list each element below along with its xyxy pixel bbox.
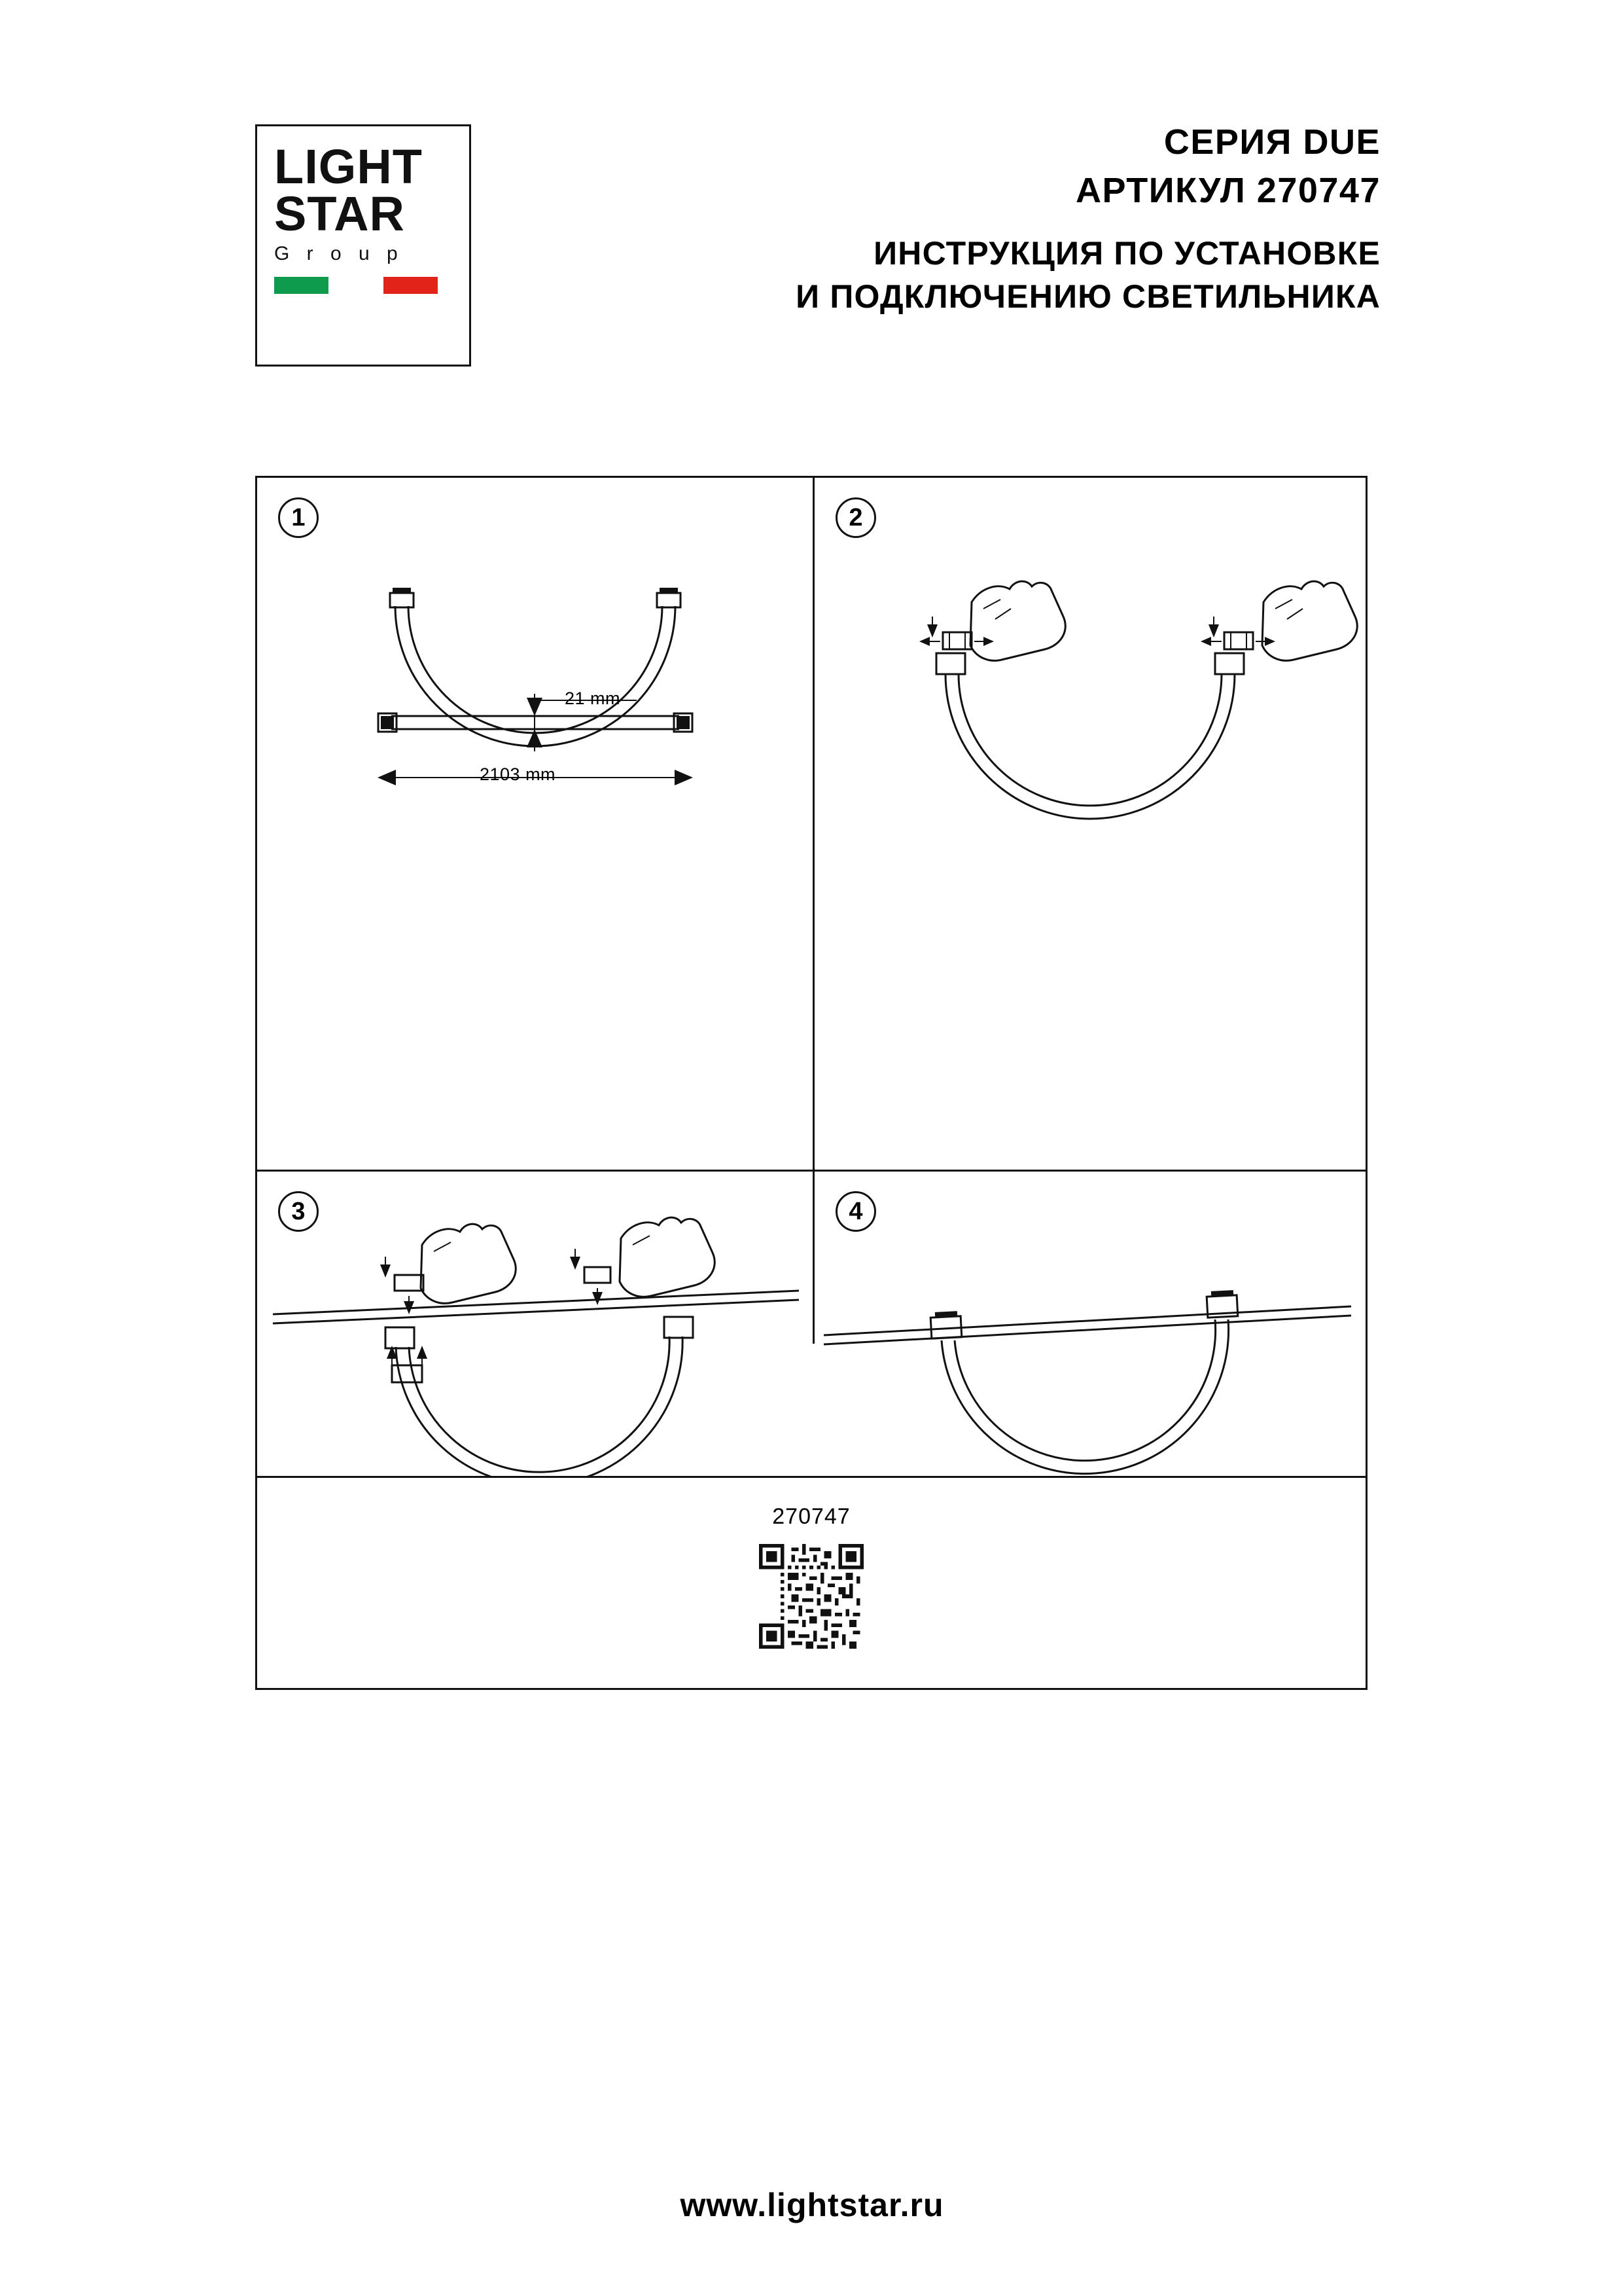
step-2-illustration (815, 478, 1366, 1170)
instruction-frame (255, 476, 1368, 1690)
step-4-illustration (815, 1172, 1366, 1476)
step-3-illustration (257, 1172, 813, 1476)
step-2-number: 2 (836, 497, 876, 538)
step-2-panel (815, 478, 1366, 1170)
step-1-number: 1 (278, 497, 319, 538)
qr-code-icon (759, 1544, 864, 1649)
length-dimension-label: 2103 mm (480, 764, 556, 784)
logo-group-label: G r o u p (274, 243, 404, 264)
thickness-dimension-label: 21 mm (565, 689, 621, 708)
step-3-number: 3 (278, 1191, 319, 1232)
instruction-title-line-1: ИНСТРУКЦИЯ ПО УСТАНОВКЕ (874, 235, 1381, 272)
step-4-number: 4 (836, 1191, 876, 1232)
step-3-panel (257, 1172, 813, 1476)
brand-logo (255, 124, 471, 367)
article-number: АРТИКУЛ 270747 (1075, 171, 1381, 210)
website-url[interactable]: www.lightstar.ru (680, 2187, 944, 2223)
document-header (0, 118, 1624, 393)
header-text-block (497, 118, 1381, 318)
step-4-panel (815, 1172, 1366, 1476)
logo-line-1: LIGHT (274, 139, 423, 194)
instruction-title-line-2: И ПОДКЛЮЧЕНИЮ СВЕТИЛЬНИКА (796, 278, 1381, 315)
logo-line-2: STAR (274, 187, 405, 241)
product-code-area (257, 1478, 1366, 1690)
series-title: СЕРИЯ DUE (1163, 122, 1381, 162)
step-1-panel (257, 478, 813, 1170)
italian-flag-icon (274, 277, 438, 294)
product-code: 270747 (772, 1504, 851, 1529)
step-1-illustration (257, 478, 813, 1170)
